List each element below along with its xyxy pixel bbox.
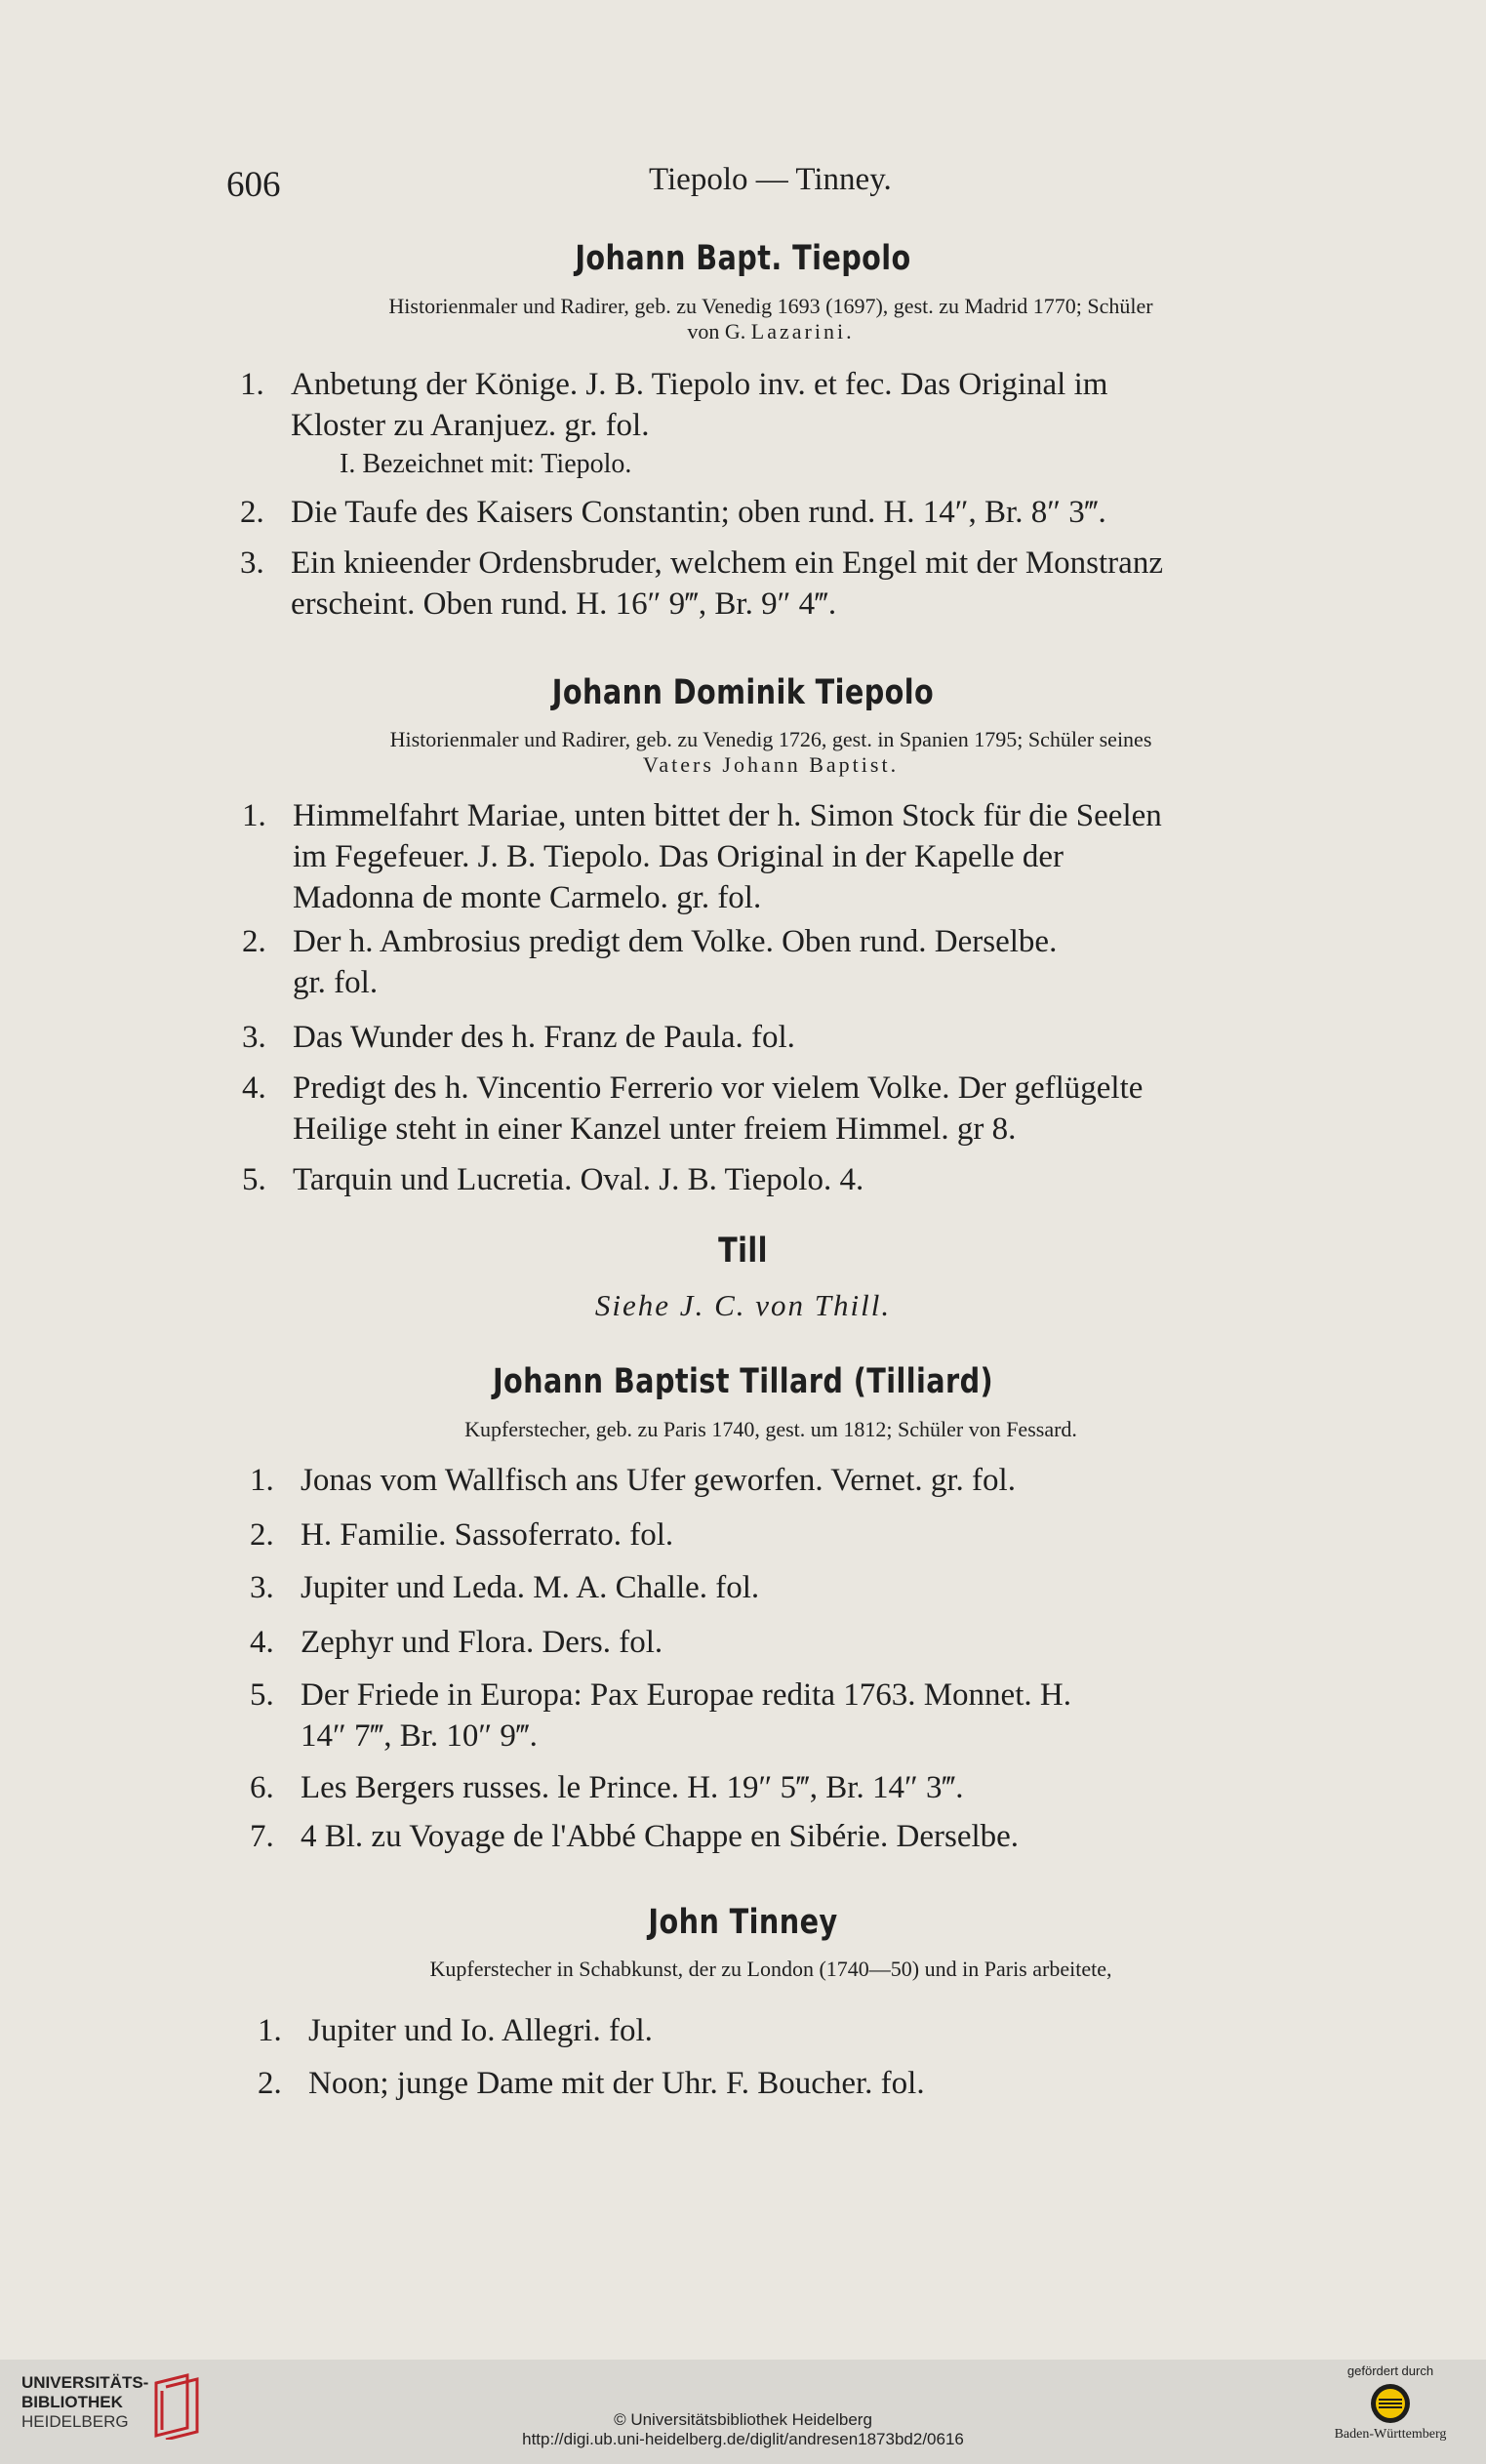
section-heading: John Tinney	[648, 1903, 838, 1942]
artist-bio	[244, 294, 1298, 344]
entry-line: Madonna de monte Carmelo. gr. fol.	[293, 880, 762, 915]
catalog-entry	[240, 543, 1163, 625]
cross-reference: Siehe J. C. von Thill.	[594, 1288, 892, 1322]
artist-bio	[244, 1417, 1298, 1442]
funder-name: Baden-Württemberg	[1334, 2427, 1447, 2442]
catalog-entry	[242, 795, 1162, 918]
catalog-entry	[250, 1675, 1071, 1757]
entry-number: 1.	[250, 1463, 274, 1498]
entry-line: gr. fol.	[293, 965, 379, 1000]
catalog-entry	[258, 2063, 925, 2104]
bio-line: Kupferstecher in Schabkunst, der zu London (1740—50) und in Paris arbeitete,	[429, 1957, 1112, 1981]
entry-number: 5.	[242, 1162, 266, 1197]
catalog-entry	[240, 364, 1108, 446]
entry-line: Himmelfahrt Mariae, unten bittet der h. Simon Stock für die Seelen	[293, 798, 1162, 833]
entry-line: Kloster zu Aranjuez. gr. fol.	[291, 408, 650, 443]
section-heading: Johann Bapt. Tiepolo	[575, 239, 911, 278]
copyright-notice: © Universitätsbibliothek Heidelberg	[614, 2410, 872, 2429]
catalog-entry	[250, 1460, 1016, 1501]
permalink-url[interactable]: http://digi.ub.uni-heidelberg.de/diglit/andresen1873bd2/0616	[522, 2430, 964, 2448]
section-heading: Johann Baptist Tillard (Tilliard)	[492, 1362, 994, 1401]
entry-number: 7.	[250, 1819, 274, 1854]
entry-line: Jupiter und Io. Allegri. fol.	[308, 2013, 653, 2048]
library-name-line: HEIDELBERG	[21, 2412, 129, 2431]
entry-line: Predigt des h. Vincentio Ferrerio vor vielem Volke. Der geflügelte	[293, 1070, 1144, 1106]
entry-number: 2.	[250, 1517, 274, 1553]
entry-number: 1.	[240, 367, 264, 402]
entry-line: Der Friede in Europa: Pax Europae redita 1763. Monnet. H.	[301, 1677, 1071, 1713]
catalog-entry	[242, 1017, 795, 1058]
entry-line: Ein knieender Ordensbruder, welchem ein Engel mit der Monstranz	[291, 545, 1163, 581]
entry-line: Heilige steht in einer Kanzel unter freiem Himmel. gr 8.	[293, 1111, 1017, 1147]
entry-line: Les Bergers russes. le Prince. H. 19″ 5‴, Br. 14″ 3‴.	[301, 1770, 964, 1805]
state-coat-of-arms-icon	[1369, 2382, 1412, 2425]
entry-line: Die Taufe des Kaisers Constantin; oben rund. H. 14″, Br. 8″ 3‴.	[291, 495, 1106, 530]
bio-line: Vaters Johann Baptist.	[642, 752, 900, 777]
catalog-entry	[240, 492, 1106, 533]
bio-line: von G. Lazarini.	[687, 319, 855, 343]
entry-number: 2.	[240, 495, 264, 530]
entry-number: 4.	[250, 1625, 274, 1660]
entry-number: 5.	[250, 1677, 274, 1713]
entry-line: 14″ 7‴, Br. 10″ 9‴.	[301, 1718, 538, 1754]
entry-line: Anbetung der Könige. J. B. Tiepolo inv. et fec. Das Original im	[291, 367, 1108, 402]
bio-line: Kupferstecher, geb. zu Paris 1740, gest. um 1812; Schüler von Fessard.	[464, 1417, 1077, 1441]
entry-number: 1.	[242, 798, 266, 833]
page-number: 606	[226, 165, 281, 205]
artist-bio	[244, 1957, 1298, 1982]
catalog-entry	[250, 1567, 760, 1608]
entry-number: 2.	[242, 924, 266, 959]
entry-line: erscheint. Oben rund. H. 16″ 9‴, Br. 9″ 4‴.	[291, 586, 837, 622]
catalog-entry	[250, 1767, 964, 1808]
library-name-line: BIBLIOTHEK	[21, 2393, 123, 2411]
catalog-entry	[242, 921, 1058, 1003]
entry-number: 1.	[258, 2013, 282, 2048]
catalog-entry	[250, 1515, 674, 1555]
catalog-entry	[250, 1622, 663, 1663]
catalog-entry	[242, 1159, 864, 1200]
entry-line: Jupiter und Leda. M. A. Challe. fol.	[301, 1570, 760, 1605]
entry-line: 4 Bl. zu Voyage de l'Abbé Chappe en Sibérie. Derselbe.	[301, 1819, 1020, 1854]
entry-number: 4.	[242, 1070, 266, 1106]
funded-by-label: gefördert durch	[1346, 2363, 1434, 2378]
bio-line: Historienmaler und Radirer, geb. zu Venedig 1726, gest. in Spanien 1795; Schüler seines	[389, 727, 1152, 751]
catalog-entry	[258, 2010, 653, 2051]
bio-line: Historienmaler und Radirer, geb. zu Venedig 1693 (1697), gest. zu Madrid 1770; Schüler	[388, 294, 1153, 318]
library-name-line: UNIVERSITÄTS-	[21, 2373, 149, 2392]
entry-line: Das Wunder des h. Franz de Paula. fol.	[293, 1020, 795, 1055]
catalog-entry	[250, 1816, 1020, 1857]
entry-line: Jonas vom Wallfisch ans Ufer geworfen. Vernet. gr. fol.	[301, 1463, 1016, 1498]
entry-line: Der h. Ambrosius predigt dem Volke. Oben rund. Derselbe.	[293, 924, 1058, 959]
entry-number: 3.	[240, 545, 264, 581]
catalog-entry	[242, 1068, 1144, 1150]
entry-line: Noon; junge Dame mit der Uhr. F. Boucher. fol.	[308, 2066, 925, 2101]
artist-bio	[244, 727, 1298, 778]
state-note: I. Bezeichnet mit: Tiepolo.	[340, 449, 632, 479]
entry-line: Zephyr und Flora. Ders. fol.	[301, 1625, 663, 1660]
funder-block[interactable]	[1307, 2363, 1473, 2443]
entry-number: 3.	[250, 1570, 274, 1605]
section-heading: Johann Dominik Tiepolo	[551, 673, 935, 712]
running-head: Tiepolo — Tinney.	[649, 162, 892, 197]
section-heading: Till	[718, 1232, 768, 1271]
entry-number: 6.	[250, 1770, 274, 1805]
entry-line: H. Familie. Sassoferrato. fol.	[301, 1517, 674, 1553]
entry-number: 2.	[258, 2066, 282, 2101]
entry-line: im Fegefeuer. J. B. Tiepolo. Das Original in der Kapelle der	[293, 839, 1064, 874]
entry-line: Tarquin und Lucretia. Oval. J. B. Tiepolo. 4.	[293, 1162, 864, 1197]
entry-number: 3.	[242, 1020, 266, 1055]
